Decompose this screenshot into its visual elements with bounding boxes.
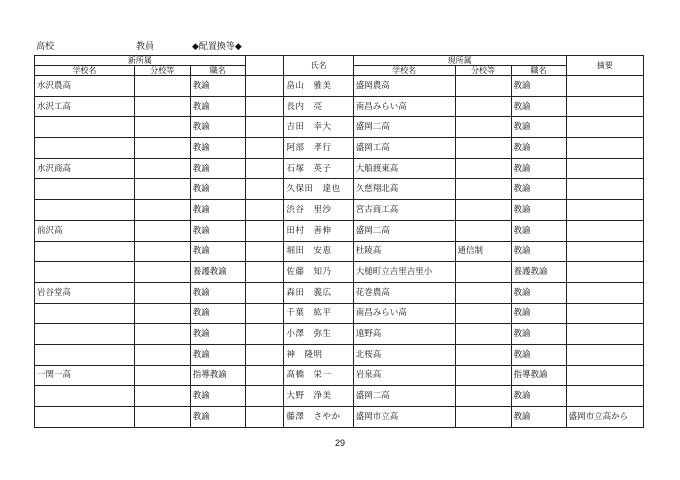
position-cell: 教諭 — [190, 282, 245, 303]
current-position-cell: 教諭 — [511, 138, 566, 159]
position-cell: 教諭 — [190, 324, 245, 345]
current-school-cell: 大船渡東高 — [353, 158, 455, 179]
current-position-cell: 教諭 — [511, 386, 566, 407]
position-cell: 養護教諭 — [190, 262, 245, 283]
position-cell: 教諭 — [190, 76, 245, 97]
name-header: 氏名 — [284, 56, 353, 76]
name-cell: 久保田 達也 — [284, 179, 353, 200]
current-branch-cell — [455, 386, 511, 407]
current-branch-cell — [455, 96, 511, 117]
name-cell: 小澤 弥生 — [284, 324, 353, 345]
position-cell: 教諭 — [190, 303, 245, 324]
school-cell — [35, 262, 135, 283]
branch-cell — [134, 262, 190, 283]
current-position-cell: 教諭 — [511, 76, 566, 97]
current-branch-cell — [455, 158, 511, 179]
table-row — [35, 282, 644, 303]
position-cell: 教諭 — [190, 386, 245, 407]
blank-cell — [245, 96, 284, 117]
current-position-cell: 教諭 — [511, 117, 566, 138]
note-cell — [566, 117, 643, 138]
blank-cell — [245, 407, 284, 428]
position-cell: 教諭 — [190, 200, 245, 221]
name-cell: 畠山 雅美 — [284, 76, 353, 97]
blank-cell — [245, 241, 284, 262]
current-position-cell: 教諭 — [511, 220, 566, 241]
branch-cell — [134, 158, 190, 179]
note-cell: 盛岡市立高から — [566, 407, 643, 428]
name-cell: 千葉 紘平 — [284, 303, 353, 324]
school-cell: 水沢商高 — [35, 158, 135, 179]
current-position-header: 職名 — [511, 66, 566, 76]
current-branch-cell — [455, 200, 511, 221]
branch-cell — [134, 241, 190, 262]
school-cell — [35, 303, 135, 324]
table-body — [35, 76, 644, 428]
current-position-cell: 教諭 — [511, 344, 566, 365]
school-cell: 前沢高 — [35, 220, 135, 241]
table-row — [35, 179, 644, 200]
blank-cell — [245, 344, 284, 365]
table-row — [35, 117, 644, 138]
note-header: 摘要 — [566, 56, 643, 76]
branch-cell — [134, 96, 190, 117]
table-row — [35, 76, 644, 97]
current-branch-cell — [455, 76, 511, 97]
current-position-cell: 教諭 — [511, 96, 566, 117]
branch-cell — [134, 117, 190, 138]
school-header: 学校名 — [35, 66, 135, 76]
table-row — [35, 200, 644, 221]
table-row — [35, 324, 644, 345]
position-cell: 教諭 — [190, 344, 245, 365]
note-cell — [566, 220, 643, 241]
note-cell — [566, 158, 643, 179]
school-cell: 水沢農高 — [35, 76, 135, 97]
header-category: 高校 — [36, 42, 55, 52]
name-cell: 佐藤 知乃 — [284, 262, 353, 283]
school-cell — [35, 138, 135, 159]
note-cell — [566, 138, 643, 159]
current-school-cell: 南昌みらい高 — [353, 96, 455, 117]
note-cell — [566, 76, 643, 97]
note-cell — [566, 200, 643, 221]
branch-cell — [134, 220, 190, 241]
name-cell: 阿部 孝行 — [284, 138, 353, 159]
current-branch-cell — [455, 282, 511, 303]
position-cell: 教諭 — [190, 241, 245, 262]
table-row — [35, 138, 644, 159]
current-school-cell: 遠野高 — [353, 324, 455, 345]
current-branch-cell — [455, 324, 511, 345]
blank-cell — [245, 324, 284, 345]
table-row — [35, 303, 644, 324]
name-cell: 大野 浄美 — [284, 386, 353, 407]
name-cell: 長内 亮 — [284, 96, 353, 117]
note-cell — [566, 179, 643, 200]
current-position-cell: 教諭 — [511, 282, 566, 303]
note-cell — [566, 262, 643, 283]
name-cell: 神 隆明 — [284, 344, 353, 365]
school-cell — [35, 324, 135, 345]
school-cell: 一関一高 — [35, 365, 135, 386]
current-school-cell: 盛岡市立高 — [353, 407, 455, 428]
current-school-cell: 久慈翔北高 — [353, 179, 455, 200]
position-cell: 教諭 — [190, 158, 245, 179]
blank-cell — [245, 282, 284, 303]
table-row — [35, 158, 644, 179]
branch-header: 分校等 — [134, 66, 190, 76]
blank-cell — [245, 220, 284, 241]
position-cell: 教諭 — [190, 407, 245, 428]
school-cell: 岩谷堂高 — [35, 282, 135, 303]
blank-cell — [245, 200, 284, 221]
current-school-cell: 盛岡農高 — [353, 76, 455, 97]
position-cell: 教諭 — [190, 220, 245, 241]
table-row — [35, 386, 644, 407]
table-row — [35, 262, 644, 283]
school-cell — [35, 344, 135, 365]
branch-cell — [134, 386, 190, 407]
blank-cell — [245, 76, 284, 97]
blank-column-header — [245, 56, 284, 76]
branch-cell — [134, 282, 190, 303]
table-row — [35, 220, 644, 241]
blank-cell — [245, 158, 284, 179]
name-cell: 藤澤 さやか — [284, 407, 353, 428]
position-cell: 教諭 — [190, 96, 245, 117]
current-position-cell: 教諭 — [511, 200, 566, 221]
current-position-cell: 教諭 — [511, 158, 566, 179]
current-school-cell: 花巻農高 — [353, 282, 455, 303]
header-change-type: ◆配置換等◆ — [192, 42, 242, 52]
current-position-cell: 養護教諭 — [511, 262, 566, 283]
name-cell: 吉田 幸大 — [284, 117, 353, 138]
current-branch-cell — [455, 220, 511, 241]
blank-cell — [245, 365, 284, 386]
current-branch-cell — [455, 138, 511, 159]
current-branch-cell — [455, 262, 511, 283]
current-position-cell: 教諭 — [511, 407, 566, 428]
blank-cell — [245, 138, 284, 159]
current-branch-header: 分校等 — [455, 66, 511, 76]
current-position-cell: 教諭 — [511, 303, 566, 324]
new-affiliation-header: 新所属 — [35, 56, 246, 66]
current-branch-cell — [455, 344, 511, 365]
current-branch-cell — [455, 117, 511, 138]
position-header: 職名 — [190, 66, 245, 76]
branch-cell — [134, 200, 190, 221]
name-cell: 石塚 英子 — [284, 158, 353, 179]
note-cell — [566, 365, 643, 386]
branch-cell — [134, 407, 190, 428]
current-position-cell: 指導教諭 — [511, 365, 566, 386]
blank-cell — [245, 262, 284, 283]
blank-cell — [245, 179, 284, 200]
name-cell: 堀田 安恵 — [284, 241, 353, 262]
current-position-cell: 教諭 — [511, 324, 566, 345]
name-cell: 田村 善伸 — [284, 220, 353, 241]
table-row — [35, 241, 644, 262]
personnel-table — [34, 55, 644, 428]
school-cell: 水沢工高 — [35, 96, 135, 117]
current-position-cell: 教諭 — [511, 241, 566, 262]
position-cell: 教諭 — [190, 117, 245, 138]
branch-cell — [134, 76, 190, 97]
note-cell — [566, 241, 643, 262]
note-cell — [566, 303, 643, 324]
school-cell — [35, 117, 135, 138]
current-school-cell: 盛岡工高 — [353, 138, 455, 159]
note-cell — [566, 96, 643, 117]
current-branch-cell: 通信制 — [455, 241, 511, 262]
position-cell: 教諭 — [190, 138, 245, 159]
current-branch-cell — [455, 303, 511, 324]
school-cell — [35, 200, 135, 221]
school-cell — [35, 386, 135, 407]
current-school-cell: 盛岡二高 — [353, 386, 455, 407]
branch-cell — [134, 179, 190, 200]
branch-cell — [134, 365, 190, 386]
header-job-type: 教員 — [136, 42, 155, 52]
note-cell — [566, 282, 643, 303]
school-cell — [35, 179, 135, 200]
table-row — [35, 365, 644, 386]
school-cell — [35, 407, 135, 428]
current-school-cell: 杜陵高 — [353, 241, 455, 262]
table-row — [35, 344, 644, 365]
current-school-cell: 北桜高 — [353, 344, 455, 365]
note-cell — [566, 386, 643, 407]
branch-cell — [134, 303, 190, 324]
blank-cell — [245, 117, 284, 138]
name-cell: 森田 義広 — [284, 282, 353, 303]
note-cell — [566, 344, 643, 365]
current-branch-cell — [455, 179, 511, 200]
position-cell: 教諭 — [190, 179, 245, 200]
branch-cell — [134, 324, 190, 345]
table-row — [35, 407, 644, 428]
branch-cell — [134, 138, 190, 159]
school-cell — [35, 241, 135, 262]
current-school-header: 学校名 — [353, 66, 455, 76]
current-branch-cell — [455, 365, 511, 386]
current-affiliation-header: 現所属 — [353, 56, 566, 66]
current-school-cell: 盛岡二高 — [353, 220, 455, 241]
current-school-cell: 盛岡二高 — [353, 117, 455, 138]
position-cell: 指導教諭 — [190, 365, 245, 386]
blank-cell — [245, 386, 284, 407]
branch-cell — [134, 344, 190, 365]
note-cell — [566, 324, 643, 345]
table-row — [35, 96, 644, 117]
name-cell: 渋谷 里沙 — [284, 200, 353, 221]
current-school-cell: 岩泉高 — [353, 365, 455, 386]
current-position-cell: 教諭 — [511, 179, 566, 200]
current-school-cell: 宮古商工高 — [353, 200, 455, 221]
current-school-cell: 大槌町立吉里吉里小 — [353, 262, 455, 283]
current-branch-cell — [455, 407, 511, 428]
current-school-cell: 南昌みらい高 — [353, 303, 455, 324]
blank-cell — [245, 303, 284, 324]
name-cell: 髙橋 栄一 — [284, 365, 353, 386]
page-number: 29 — [334, 438, 345, 448]
